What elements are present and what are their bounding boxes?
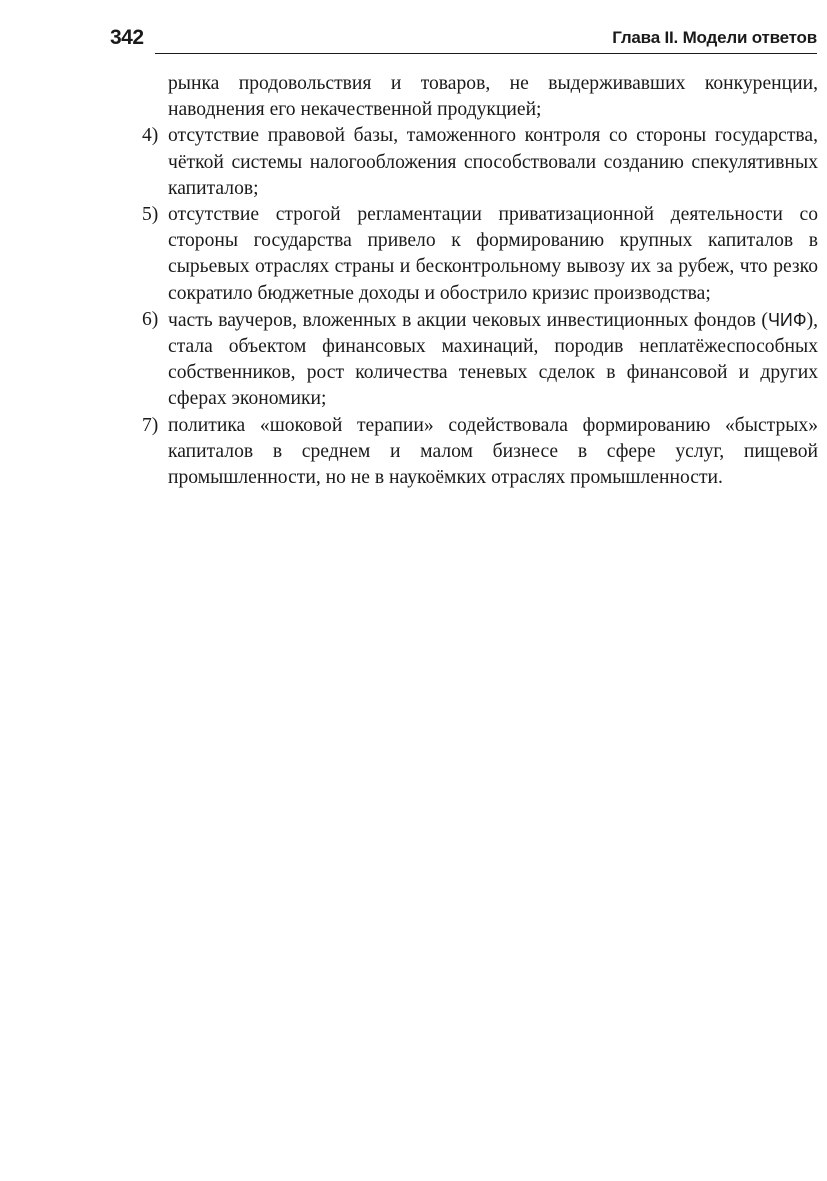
running-head: Глава II. Модели ответов	[612, 28, 817, 47]
list-item-number: 5)	[142, 204, 159, 226]
header-rule	[155, 53, 817, 54]
list-item-text: часть ваучеров, вложенных в акции чековых инвестиционных фондов (	[168, 309, 768, 331]
list-item-number: 4)	[142, 125, 159, 147]
list-item	[118, 123, 818, 202]
abbreviation: ЧИФ	[767, 309, 807, 330]
numbered-list	[118, 123, 818, 491]
list-item-number: 6)	[142, 308, 159, 330]
continuation-paragraph: рынка продовольствия и товаров, не выдерживавших конкуренции, наводнения его некачественной продукцией;	[168, 73, 818, 121]
list-item	[118, 202, 818, 307]
list-item-text: отсутствие правовой базы, таможенного контроля со стороны государства, чёткой системы налогообложения способствовали созданию спекулятивных капиталов;	[168, 125, 818, 199]
list-item-number: 7)	[142, 414, 159, 436]
list-item-text: политика «шоковой терапии» содействовала формированию «быстрых» капиталов в среднем и малом бизнесе в сфере услуг, пищевой промышленности, но не в наукоёмких отраслях промышленности.	[168, 414, 818, 489]
list-item	[118, 413, 818, 492]
list-item-text: отсутствие строгой регламентации приватизационной деятельности со стороны государства привело к формированию крупных капиталов в сырьевых отраслях страны и бесконтрольному вывозу их за рубеж, что резко сократило бюджетные доходы и обострило кризис производства;	[168, 204, 818, 304]
list-item	[118, 307, 818, 413]
page-body	[118, 71, 818, 491]
list-item-text: ), стала объектом финансовых махинаций, породив неплатёжеспособных собственников, рост количества теневых сделок в финансовой и других сферах экономики;	[168, 309, 818, 410]
page-number: 342	[110, 26, 144, 49]
